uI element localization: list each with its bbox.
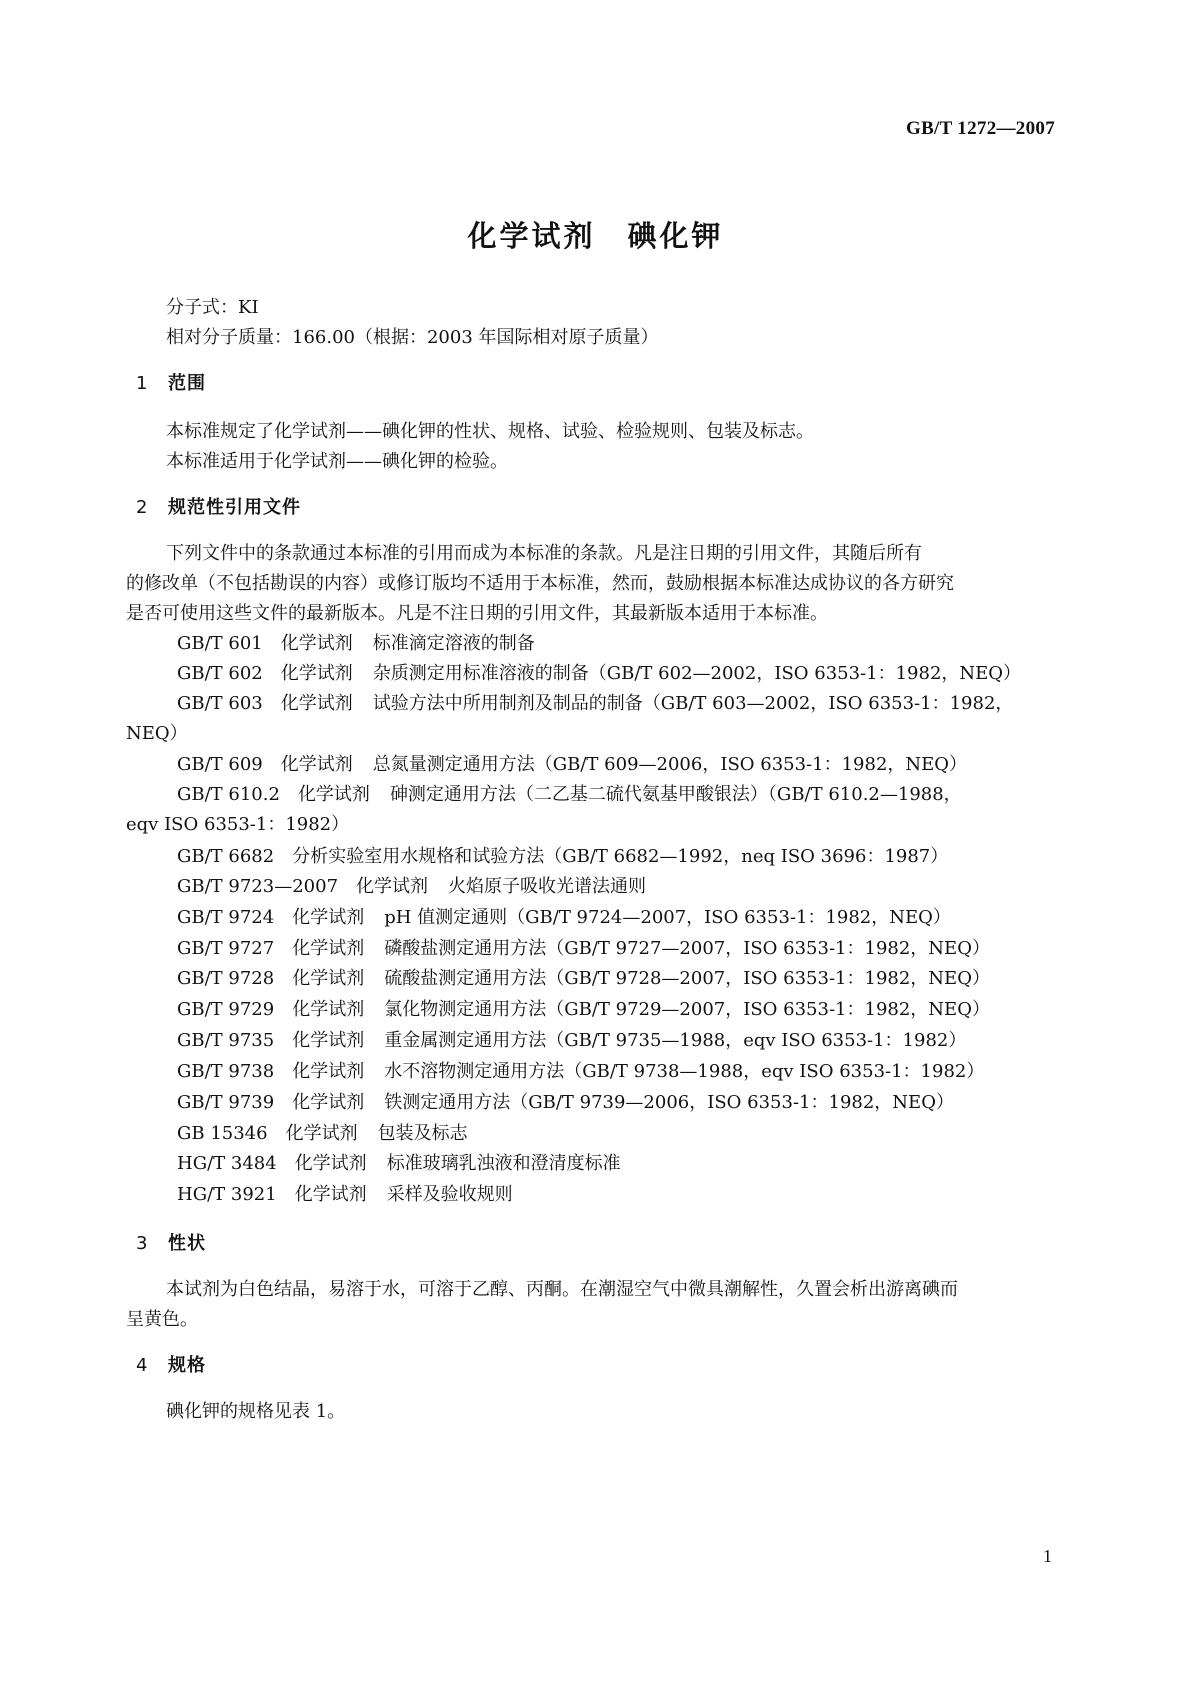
reference-item <box>177 692 1013 716</box>
reference-category: 化学试剂 <box>280 633 353 654</box>
reference-code: HG/T 3484 <box>177 1153 277 1174</box>
references-intro-line-2: 的修改单（不包括勘误的内容）或修订版均不适用于本标准，然而，鼓励根据本标准达成协议的各方研究 <box>126 573 954 594</box>
section-title: 规格 <box>168 1355 206 1376</box>
reference-code: HG/T 3921 <box>177 1184 277 1205</box>
reference-code: GB/T 610.2 <box>177 784 280 805</box>
reference-code: GB/T 9724 <box>177 907 275 928</box>
references-intro-line-1: 下列文件中的条款通过本标准的引用而成为本标准的条款。凡是注日期的引用文件，其随后所有 <box>166 543 922 564</box>
reference-title: 硫酸盐测定通用方法（GB/T 9728—2007，ISO 6353-1：1982，NEQ） <box>384 968 990 989</box>
section-heading-normative-references <box>136 496 301 520</box>
reference-category: 化学试剂 <box>292 968 365 989</box>
reference-title: 水不溶物测定通用方法（GB/T 9738—1988，eqv ISO 6353-1：1982） <box>384 1061 985 1082</box>
reference-title: 氯化物测定通用方法（GB/T 9729—2007，ISO 6353-1：1982，NEQ） <box>384 999 990 1020</box>
reference-title: 铁测定通用方法（GB/T 9739—2006，ISO 6353-1：1982，NEQ） <box>384 1092 954 1113</box>
reference-category: 化学试剂 <box>280 663 353 684</box>
reference-item <box>177 937 990 961</box>
reference-code: GB/T 603 <box>177 693 263 714</box>
reference-title: 总氮量测定通用方法（GB/T 609—2006，ISO 6353-1：1982，NEQ） <box>372 754 968 775</box>
reference-item <box>177 1122 468 1146</box>
section-heading-scope <box>136 372 206 396</box>
reference-category: 化学试剂 <box>297 784 370 805</box>
reference-title: 火焰原子吸收光谱法通则 <box>448 876 647 897</box>
reference-category: 化学试剂 <box>292 1061 365 1082</box>
specifications-text: 碘化钾的规格见表 1。 <box>166 1401 346 1422</box>
reference-item <box>177 967 990 991</box>
reference-code: GB 15346 <box>177 1123 268 1144</box>
reference-item <box>177 1183 513 1207</box>
reference-title: 重金属测定通用方法（GB/T 9735—1988，eqv ISO 6353-1：1982） <box>384 1030 967 1051</box>
section-title: 规范性引用文件 <box>168 497 301 518</box>
molecular-formula: 分子式：KI <box>166 297 259 318</box>
reference-code: GB/T 609 <box>177 754 263 775</box>
reference-title: 试验方法中所用制剂及制品的制备（GB/T 603—2002，ISO 6353-1：1982， <box>372 693 1014 714</box>
reference-code: GB/T 9738 <box>177 1061 275 1082</box>
reference-category: 化学试剂 <box>285 1123 358 1144</box>
reference-category: 化学试剂 <box>292 999 365 1020</box>
reference-item <box>177 783 962 807</box>
reference-category: 化学试剂 <box>292 907 365 928</box>
reference-code: GB/T 9735 <box>177 1030 275 1051</box>
reference-item <box>177 875 646 899</box>
reference-continuation: NEQ） <box>126 723 188 744</box>
reference-item <box>177 845 948 869</box>
scope-paragraph-1: 本标准规定了化学试剂——碘化钾的性状、规格、试验、检验规则、包装及标志。 <box>166 421 814 442</box>
reference-code: GB/T 602 <box>177 663 263 684</box>
reference-title: 包装及标志 <box>377 1123 468 1144</box>
section-number: 2 <box>136 497 148 518</box>
section-heading-specifications <box>136 1354 206 1378</box>
reference-continuation: eqv ISO 6353-1：1982） <box>126 814 350 835</box>
reference-category: 化学试剂 <box>292 1030 365 1051</box>
document-title: 化学试剂 碘化钾 <box>467 219 724 253</box>
reference-item <box>177 998 990 1022</box>
section-heading-properties <box>136 1232 206 1256</box>
reference-category: 化学试剂 <box>356 876 429 897</box>
section-number: 1 <box>136 373 148 394</box>
reference-code: GB/T 9729 <box>177 999 275 1020</box>
reference-code: GB/T 9739 <box>177 1092 275 1113</box>
reference-title: 采样及验收规则 <box>386 1184 513 1205</box>
properties-line-2: 呈黄色。 <box>126 1309 198 1330</box>
reference-category: 化学试剂 <box>294 1153 367 1174</box>
reference-code: GB/T 601 <box>177 633 263 654</box>
reference-code: GB/T 9727 <box>177 938 275 959</box>
reference-title: 标准滴定溶液的制备 <box>372 633 535 654</box>
reference-code: GB/T 6682 <box>177 846 275 867</box>
reference-code: GB/T 9728 <box>177 968 275 989</box>
reference-item <box>177 632 535 656</box>
reference-title: 杂质测定用标准溶液的制备（GB/T 602—2002，ISO 6353-1：1982，NEQ） <box>372 663 1022 684</box>
reference-item <box>177 662 1021 686</box>
reference-title: 砷测定通用方法（二乙基二硫代氨基甲酸银法）（GB/T 610.2—1988， <box>389 784 962 805</box>
reference-category: 化学试剂 <box>292 938 365 959</box>
reference-category: 化学试剂 <box>280 693 353 714</box>
section-number: 3 <box>136 1233 148 1254</box>
reference-category: 化学试剂 <box>292 1092 365 1113</box>
reference-title: 标准玻璃乳浊液和澄清度标准 <box>386 1153 621 1174</box>
properties-line-1: 本试剂为白色结晶，易溶于水，可溶于乙醇、丙酮。在潮湿空气中微具潮解性，久置会析出游离碘而 <box>166 1279 958 1300</box>
reference-item <box>177 1029 966 1053</box>
reference-item <box>177 753 967 777</box>
references-intro-line-3: 是否可使用这些文件的最新版本。凡是不注日期的引用文件，其最新版本适用于本标准。 <box>126 603 828 624</box>
page-number: 1 <box>1043 1546 1052 1566</box>
reference-item <box>177 906 951 930</box>
reference-item <box>177 1091 954 1115</box>
section-title: 性状 <box>168 1233 206 1254</box>
relative-molecular-mass: 相对分子质量：166.00（根据：2003 年国际相对原子质量） <box>166 327 659 348</box>
reference-title: 分析实验室用水规格和试验方法（GB/T 6682—1992，neq ISO 3696：1987） <box>292 846 949 867</box>
reference-category: 化学试剂 <box>294 1184 367 1205</box>
scope-paragraph-2: 本标准适用于化学试剂——碘化钾的检验。 <box>166 451 508 472</box>
reference-title: pH 值测定通则（GB/T 9724—2007，ISO 6353-1：1982，NEQ） <box>384 907 951 928</box>
standard-code: GB/T 1272—2007 <box>905 118 1055 139</box>
section-number: 4 <box>136 1355 148 1376</box>
reference-item <box>177 1152 621 1176</box>
reference-category: 化学试剂 <box>280 754 353 775</box>
section-title: 范围 <box>168 373 206 394</box>
reference-item <box>177 1060 984 1084</box>
reference-title: 磷酸盐测定通用方法（GB/T 9727—2007，ISO 6353-1：1982，NEQ） <box>384 938 990 959</box>
reference-code: GB/T 9723—2007 <box>177 876 339 897</box>
